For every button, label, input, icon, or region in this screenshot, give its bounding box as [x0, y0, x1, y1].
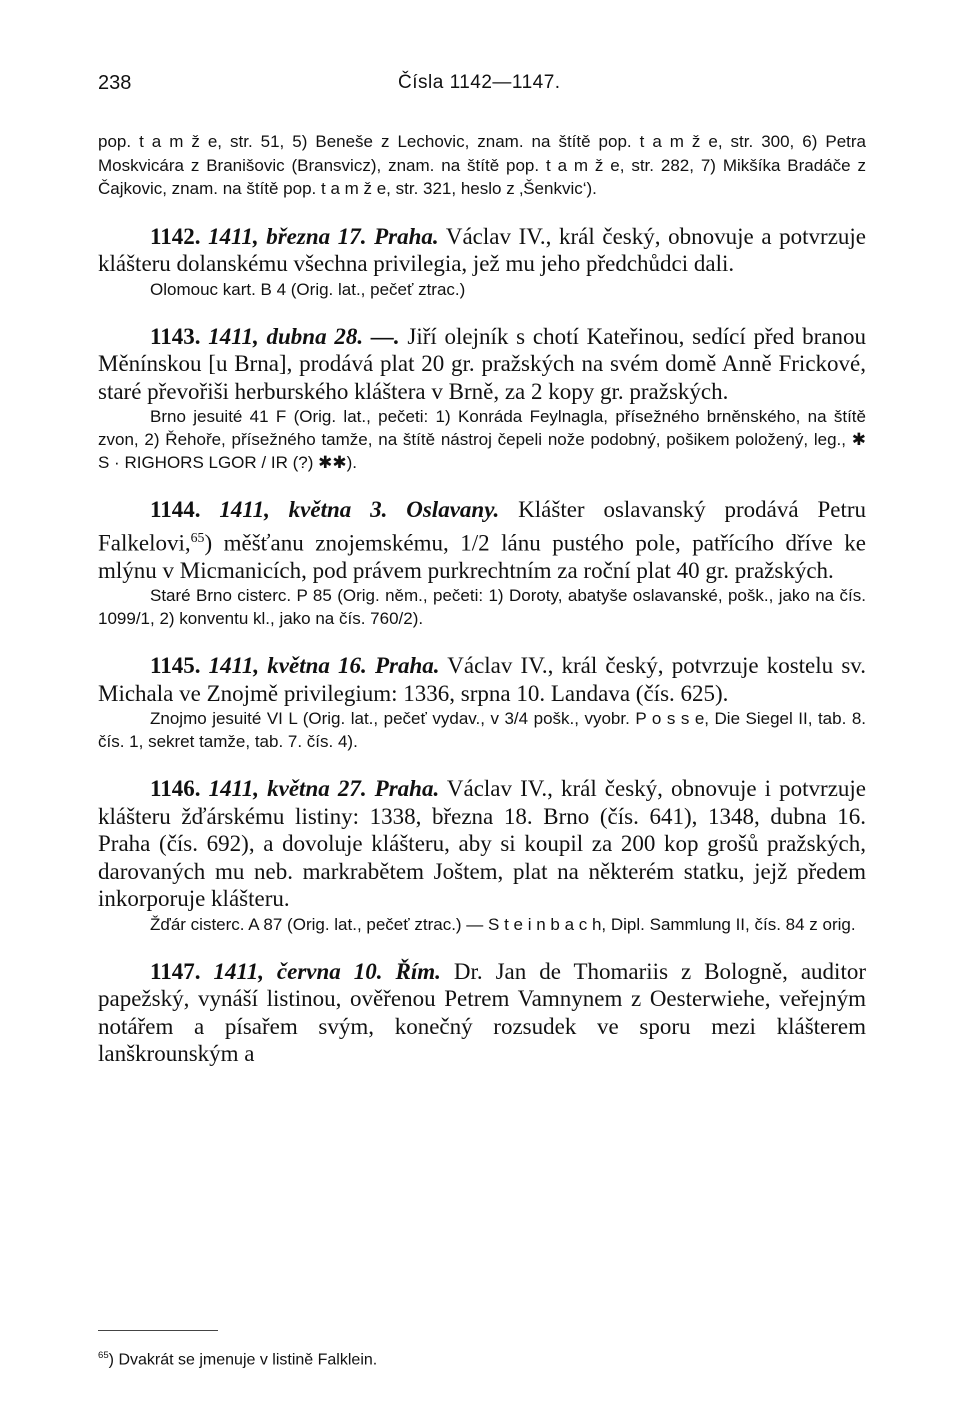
entry-source: Znojmo jesuité VI L (Orig. lat., pečeť vydav., v 3/4 pošk., vyobr. P o s s e, Die Siegel II, tab. 8. čís. 1, sekret tamže, tab. 7. čís. 4).: [98, 709, 866, 752]
entry-text-continued: ) měšťanu znojemskému, 1/2 lánu pustého pole, patřícího dříve ke mlýnu v Micmanicích, pod právem purkrechtním za roční plat 40 gr. pražských.: [98, 530, 866, 583]
entry-number: 1147.: [150, 958, 201, 984]
entry-number: 1143.: [150, 323, 201, 349]
entry-source: Staré Brno cisterc. P 85 (Orig. něm., pečeti: 1) Doroty, abatyše oslavanské, pošk., jako na čís. 1099/1, 2) konventu kl., jako na čís. 760/2).: [98, 586, 866, 629]
entry-number: 1146.: [150, 776, 201, 802]
entry-1144: [98, 496, 866, 630]
entry-date: 1411, června 10. Řím.: [213, 958, 441, 984]
page: [98, 60, 866, 1068]
entry-text: Dr. Jan de Thomariis z Bologně, auditor papežský, vynáší listinou, ověřenou Petrem Vamnynem z Oesterwiehe, veřejným notářem a písařem svým, konečný rozsudek ve sporu mezi klášterem lanškrounským a: [98, 958, 867, 1067]
regest: [98, 223, 866, 278]
entry-date: 1411, března 17. Praha.: [208, 223, 439, 249]
footnote-text: ) Dvakrát se jmenuje v listině Falklein.: [108, 1351, 378, 1369]
entry-1145: [98, 652, 866, 753]
entry-text: Václav IV., král český, obnovuje i potvrzuje klášteru žďárskému listiny: 1338, března 18. Brno (čís. 641), 1348, dubna 16. Praha (čís. 692), a dovoluje klášteru, aby si koupil za 200 kop grošů pražských, darovaných mu neb. markrabětem Joštem, plat na některém statku, jejž předem inkorporuje klášteru.: [98, 776, 867, 912]
regest: [98, 323, 866, 406]
entry-1143: [98, 323, 866, 475]
entry-source: Olomouc kart. B 4 (Orig. lat., pečeť ztrac.): [150, 279, 466, 299]
continuation-text: pop. t a m ž e, str. 51, 5) Beneše z Lechovic, znam. na štítě pop. t a m ž e, str. 300, 6) Petra Moskvicára z Branišovic (Bransvicz), znam. na štítě pop. t a m ž e, str. 282, 7) Mikšíka Bradáče z Čajkovic, znam. na štítě pop. t a m ž e, str. 321, heslo z ‚Šenkvic‘).: [98, 132, 866, 198]
footnote-reference: 65: [190, 529, 205, 545]
entry-text: Klášter oslavanský prodává Petru Falkelovi,: [98, 497, 866, 556]
page-header: [98, 60, 866, 100]
page-number: 238: [98, 72, 132, 94]
entry-date: 1411, května 27. Praha.: [208, 776, 440, 802]
entry-number: 1145.: [150, 653, 201, 679]
regest: [98, 775, 866, 913]
entry-date: 1411, dubna 28. —.: [208, 323, 400, 349]
entry-1146: [98, 775, 866, 936]
entry-source: Brno jesuité 41 F (Orig. lat., pečeti: 1) Konráda Feylnagla, přísežného brněnského, na štítě zvon, 2) Řehoře, přísežného tamže, na štítě nástroj čepeli nože podobný, pošikem položený, leg., ✱ S · RIGHORS LGOR / IR (?) ✱✱).: [98, 407, 866, 472]
footnote-rule: [98, 1330, 218, 1331]
running-title: Čísla 1142—1147.: [398, 72, 561, 93]
entry-number: 1144.: [150, 497, 201, 522]
footnote: [98, 1350, 866, 1369]
entry-1147: [98, 958, 866, 1068]
regest: [98, 496, 866, 584]
entry-text: Jiří olejník s chotí Kateřinou, sedící před branou Měnínskou [u Brna], prodává plat 20 gr. pražských na svém domě Anně Frickové, staré převořiši herburského kláštera v Brně, za 2 kopy gr. pražských.: [98, 323, 867, 404]
regest: [98, 958, 866, 1068]
entry-date: 1411, května 3. Oslavany.: [219, 497, 500, 522]
regest: [98, 652, 866, 707]
entry-text: Václav IV., král český, obnovuje a potvrzuje klášteru dolanskému všechna privilegia, jež mu jeho předchůdci dali.: [98, 223, 867, 276]
footnote-mark: 65: [98, 1350, 109, 1361]
entry-number: 1142.: [150, 223, 201, 249]
entry-text: Václav IV., král český, potvrzuje kostelu sv. Michala ve Znojmě privilegium: 1336, srpna 10. Landava (čís. 625).: [98, 653, 867, 706]
entry-1142: [98, 223, 866, 301]
entry-date: 1411, května 16. Praha.: [208, 653, 440, 679]
entry-source: Žďár cisterc. A 87 (Orig. lat., pečeť ztrac.) — S t e i n b a c h, Dipl. Sammlung II, čís. 84 z orig.: [150, 914, 856, 934]
